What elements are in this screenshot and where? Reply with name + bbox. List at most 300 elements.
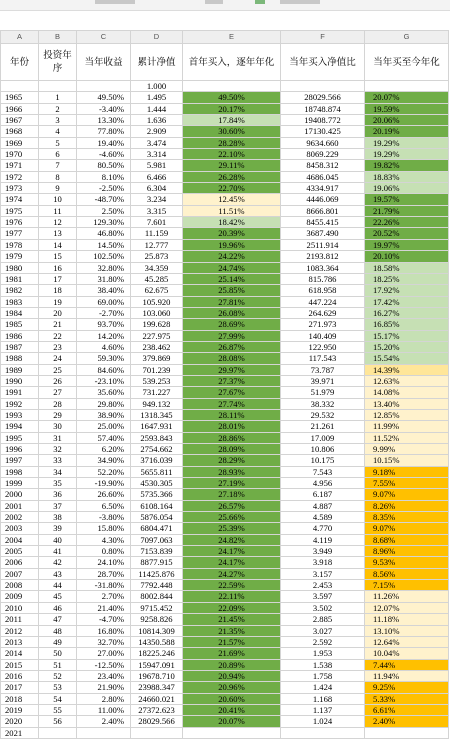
cell-buy-nav-ratio[interactable]: 18748.874 (281, 103, 365, 114)
cell-buy-nav-ratio[interactable]: 38.332 (281, 398, 365, 409)
cell-buy-nav-ratio[interactable]: 10.175 (281, 455, 365, 466)
cell-year-index[interactable]: 43 (39, 568, 77, 579)
cell-annualized-from-start[interactable]: 20.60% (183, 693, 281, 704)
cell-year[interactable]: 1993 (1, 409, 39, 420)
cell-cumulative-nav[interactable]: 3716.039 (131, 455, 183, 466)
cell-buy-nav-ratio[interactable]: 10.806 (281, 444, 365, 455)
cell-annualized-to-date[interactable]: 15.17% (365, 330, 449, 341)
cell-annualized-to-date[interactable]: 11.26% (365, 591, 449, 602)
cell-buy-nav-ratio[interactable]: 8666.801 (281, 205, 365, 216)
cell-year[interactable]: 1988 (1, 353, 39, 364)
cell-annualized-to-date[interactable]: 12.64% (365, 636, 449, 647)
cell-annualized-to-date[interactable]: 9.99% (365, 444, 449, 455)
cell-annual-return[interactable]: 2.80% (77, 693, 131, 704)
cell-year-index[interactable]: 35 (39, 478, 77, 489)
cell-cumulative-nav[interactable]: 105.920 (131, 296, 183, 307)
cell-empty[interactable] (183, 727, 281, 738)
cell-year[interactable]: 1981 (1, 273, 39, 284)
cell-annualized-to-date[interactable]: 19.97% (365, 239, 449, 250)
cell-annual-return[interactable]: 23.40% (77, 670, 131, 681)
cell-year-index[interactable]: 16 (39, 262, 77, 273)
cell-annualized-to-date[interactable]: 15.54% (365, 353, 449, 364)
cell-year[interactable]: 1969 (1, 137, 39, 148)
cell-year-index[interactable]: 25 (39, 364, 77, 375)
cell-buy-nav-ratio[interactable]: 3.502 (281, 602, 365, 613)
cell-year-index[interactable]: 30 (39, 421, 77, 432)
cell-buy-nav-ratio[interactable]: 3.949 (281, 546, 365, 557)
cell-annualized-from-start[interactable]: 27.37% (183, 375, 281, 386)
cell-year[interactable]: 1996 (1, 444, 39, 455)
cell-cumulative-nav[interactable]: 199.628 (131, 319, 183, 330)
cell-cumulative-nav[interactable]: 227.975 (131, 330, 183, 341)
cell-cumulative-nav[interactable]: 34.359 (131, 262, 183, 273)
cell-cumulative-nav[interactable]: 949.132 (131, 398, 183, 409)
cell-annual-return[interactable]: -19.90% (77, 478, 131, 489)
cell-annualized-from-start[interactable]: 27.67% (183, 387, 281, 398)
cell-annualized-from-start[interactable]: 25.14% (183, 273, 281, 284)
cell-year-index[interactable]: 6 (39, 149, 77, 160)
cell-buy-nav-ratio[interactable]: 2193.812 (281, 251, 365, 262)
cell-annualized-to-date[interactable]: 11.99% (365, 421, 449, 432)
cell-annualized-from-start[interactable]: 27.18% (183, 489, 281, 500)
cell-year[interactable]: 2009 (1, 591, 39, 602)
cell-annualized-from-start[interactable]: 18.42% (183, 217, 281, 228)
cell-year-index[interactable]: 2 (39, 103, 77, 114)
cell-cumulative-nav[interactable]: 5.981 (131, 160, 183, 171)
cell-empty[interactable] (77, 81, 131, 92)
cell-buy-nav-ratio[interactable]: 9634.660 (281, 137, 365, 148)
cell-annual-return[interactable]: 8.10% (77, 171, 131, 182)
cell-annualized-from-start[interactable]: 28.09% (183, 444, 281, 455)
cell-cumulative-nav[interactable]: 27372.623 (131, 704, 183, 715)
cell-annualized-to-date[interactable]: 17.42% (365, 296, 449, 307)
cell-annual-return[interactable]: 80.50% (77, 160, 131, 171)
cell-annualized-to-date[interactable]: 10.04% (365, 648, 449, 659)
cell-annualized-from-start[interactable]: 25.66% (183, 512, 281, 523)
cell-buy-nav-ratio[interactable]: 1083.364 (281, 262, 365, 273)
cell-year[interactable]: 2005 (1, 546, 39, 557)
cell-annual-return[interactable]: 35.60% (77, 387, 131, 398)
cell-year[interactable]: 1972 (1, 171, 39, 182)
cell-annualized-to-date[interactable]: 14.39% (365, 364, 449, 375)
cell-annual-return[interactable]: 69.00% (77, 296, 131, 307)
cell-annualized-to-date[interactable]: 9.53% (365, 557, 449, 568)
cell-annualized-to-date[interactable]: 20.07% (365, 92, 449, 103)
cell-annual-return[interactable]: -48.70% (77, 194, 131, 205)
cell-annualized-to-date[interactable]: 11.18% (365, 614, 449, 625)
cell-empty[interactable] (365, 727, 449, 738)
cell-year-index[interactable]: 5 (39, 137, 77, 148)
cell-empty[interactable] (39, 727, 77, 738)
cell-year[interactable]: 1982 (1, 285, 39, 296)
cell-annualized-from-start[interactable]: 22.10% (183, 149, 281, 160)
column-letter-c[interactable]: C (77, 31, 131, 44)
cell-annual-return[interactable]: 27.00% (77, 648, 131, 659)
cell-cumulative-nav[interactable]: 6.466 (131, 171, 183, 182)
cell-buy-nav-ratio[interactable]: 3687.490 (281, 228, 365, 239)
cell-annual-return[interactable]: 14.50% (77, 239, 131, 250)
cell-empty[interactable] (365, 81, 449, 92)
cell-year[interactable]: 2015 (1, 659, 39, 670)
cell-buy-nav-ratio[interactable]: 73.787 (281, 364, 365, 375)
cell-annual-return[interactable]: 77.80% (77, 126, 131, 137)
cell-year-index[interactable]: 54 (39, 693, 77, 704)
cell-buy-nav-ratio[interactable]: 1.424 (281, 682, 365, 693)
cell-buy-nav-ratio[interactable]: 1.953 (281, 648, 365, 659)
cell-year[interactable]: 1985 (1, 319, 39, 330)
cell-annual-return[interactable]: 84.60% (77, 364, 131, 375)
cell-cumulative-nav[interactable]: 2593.843 (131, 432, 183, 443)
cell-year-index[interactable]: 51 (39, 659, 77, 670)
cell-buy-nav-ratio[interactable]: 19408.772 (281, 115, 365, 126)
cell-year[interactable]: 1967 (1, 115, 39, 126)
cell-buy-nav-ratio[interactable]: 7.543 (281, 466, 365, 477)
cell-annualized-to-date[interactable]: 7.15% (365, 580, 449, 591)
cell-cumulative-nav[interactable]: 6.304 (131, 183, 183, 194)
cell-buy-nav-ratio[interactable]: 2.453 (281, 580, 365, 591)
cell-year[interactable]: 2018 (1, 693, 39, 704)
cell-year[interactable]: 1984 (1, 307, 39, 318)
cell-year[interactable]: 2020 (1, 716, 39, 727)
cell-cumulative-nav[interactable]: 103.060 (131, 307, 183, 318)
cell-cumulative-nav[interactable]: 3.314 (131, 149, 183, 160)
cell-empty[interactable] (1, 81, 39, 92)
cell-year-index[interactable]: 19 (39, 296, 77, 307)
cell-buy-nav-ratio[interactable]: 4686.045 (281, 171, 365, 182)
cell-year-index[interactable]: 40 (39, 534, 77, 545)
cell-year[interactable]: 1995 (1, 432, 39, 443)
cell-annualized-from-start[interactable]: 24.17% (183, 557, 281, 568)
cell-annualized-to-date[interactable]: 13.40% (365, 398, 449, 409)
cell-annualized-to-date[interactable]: 18.25% (365, 273, 449, 284)
cell-annual-return[interactable]: 31.80% (77, 273, 131, 284)
cell-buy-nav-ratio[interactable]: 122.950 (281, 341, 365, 352)
cell-annualized-to-date[interactable]: 8.35% (365, 512, 449, 523)
cell-annual-return[interactable]: 2.40% (77, 716, 131, 727)
cell-buy-nav-ratio[interactable]: 4334.917 (281, 183, 365, 194)
cell-cumulative-nav[interactable]: 7097.063 (131, 534, 183, 545)
cell-annual-return[interactable]: 21.40% (77, 602, 131, 613)
cell-cumulative-nav[interactable]: 3.234 (131, 194, 183, 205)
cell-cumulative-nav[interactable]: 1.495 (131, 92, 183, 103)
cell-annualized-from-start[interactable]: 25.39% (183, 523, 281, 534)
cell-cumulative-nav[interactable]: 539.253 (131, 375, 183, 386)
cell-annualized-from-start[interactable]: 28.69% (183, 319, 281, 330)
cell-year-index[interactable]: 26 (39, 375, 77, 386)
header-buy-nav-ratio[interactable]: 当年买入净值比 (281, 44, 365, 81)
cell-annualized-from-start[interactable]: 22.11% (183, 591, 281, 602)
cell-year-index[interactable]: 47 (39, 614, 77, 625)
cell-year[interactable]: 2016 (1, 670, 39, 681)
cell-annual-return[interactable]: 34.90% (77, 455, 131, 466)
cell-annualized-from-start[interactable]: 27.81% (183, 296, 281, 307)
cell-year[interactable]: 1997 (1, 455, 39, 466)
cell-buy-nav-ratio[interactable]: 4.887 (281, 500, 365, 511)
cell-cumulative-nav[interactable]: 8002.844 (131, 591, 183, 602)
cell-annualized-from-start[interactable]: 49.50% (183, 92, 281, 103)
cell-buy-nav-ratio[interactable]: 4446.069 (281, 194, 365, 205)
cell-annual-return[interactable]: 29.80% (77, 398, 131, 409)
cell-buy-nav-ratio[interactable]: 17130.425 (281, 126, 365, 137)
cell-cumulative-nav[interactable]: 6108.164 (131, 500, 183, 511)
cell-year-index[interactable]: 8 (39, 171, 77, 182)
cell-year-index[interactable]: 18 (39, 285, 77, 296)
cell-annualized-from-start[interactable]: 29.11% (183, 160, 281, 171)
cell-annualized-to-date[interactable]: 19.57% (365, 194, 449, 205)
cell-buy-nav-ratio[interactable]: 17.009 (281, 432, 365, 443)
cell-year[interactable]: 1986 (1, 330, 39, 341)
cell-year[interactable]: 2011 (1, 614, 39, 625)
cell-cumulative-nav[interactable]: 25.873 (131, 251, 183, 262)
cell-year-index[interactable]: 52 (39, 670, 77, 681)
cell-annualized-from-start[interactable]: 28.11% (183, 409, 281, 420)
cell-annualized-from-start[interactable]: 20.39% (183, 228, 281, 239)
cell-cumulative-nav[interactable]: 701.239 (131, 364, 183, 375)
cell-annualized-to-date[interactable]: 19.82% (365, 160, 449, 171)
cell-annual-return[interactable]: -3.80% (77, 512, 131, 523)
cell-year[interactable]: 1983 (1, 296, 39, 307)
toolbar-control[interactable] (255, 0, 265, 4)
cell-year[interactable]: 1980 (1, 262, 39, 273)
cell-cumulative-nav[interactable]: 731.227 (131, 387, 183, 398)
cell-annualized-to-date[interactable]: 12.85% (365, 409, 449, 420)
cell-annualized-from-start[interactable]: 21.57% (183, 636, 281, 647)
cell-buy-nav-ratio[interactable]: 1.168 (281, 693, 365, 704)
cell-annual-return[interactable]: 38.90% (77, 409, 131, 420)
cell-year[interactable]: 1977 (1, 228, 39, 239)
cell-buy-nav-ratio[interactable]: 8069.229 (281, 149, 365, 160)
cell-buy-nav-ratio[interactable]: 2.592 (281, 636, 365, 647)
cell-annualized-from-start[interactable]: 27.74% (183, 398, 281, 409)
cell-year[interactable]: 1999 (1, 478, 39, 489)
cell-buy-nav-ratio[interactable]: 2.885 (281, 614, 365, 625)
cell-cumulative-nav[interactable]: 2754.662 (131, 444, 183, 455)
cell-annualized-from-start[interactable]: 24.17% (183, 546, 281, 557)
cell-annualized-from-start[interactable]: 12.45% (183, 194, 281, 205)
cell-annual-return[interactable]: 0.80% (77, 546, 131, 557)
cell-year-index[interactable]: 39 (39, 523, 77, 534)
cell-annualized-from-start[interactable]: 19.96% (183, 239, 281, 250)
cell-annual-return[interactable]: 57.40% (77, 432, 131, 443)
cell-annualized-to-date[interactable]: 17.92% (365, 285, 449, 296)
cell-annualized-to-date[interactable]: 22.26% (365, 217, 449, 228)
cell-buy-nav-ratio[interactable]: 39.971 (281, 375, 365, 386)
cell-annualized-from-start[interactable]: 20.96% (183, 682, 281, 693)
cell-buy-nav-ratio[interactable]: 6.187 (281, 489, 365, 500)
cell-year-index[interactable]: 36 (39, 489, 77, 500)
cell-year-index[interactable]: 41 (39, 546, 77, 557)
cell-annual-return[interactable]: 26.60% (77, 489, 131, 500)
cell-annualized-to-date[interactable]: 5.33% (365, 693, 449, 704)
cell-buy-nav-ratio[interactable]: 8455.415 (281, 217, 365, 228)
cell-year-index[interactable]: 14 (39, 239, 77, 250)
cell-year-index[interactable]: 20 (39, 307, 77, 318)
cell-year[interactable]: 1994 (1, 421, 39, 432)
cell-year[interactable]: 1979 (1, 251, 39, 262)
cell-year-index[interactable]: 34 (39, 466, 77, 477)
column-letter-a[interactable]: A (1, 31, 39, 44)
header-annual-return[interactable]: 当年收益 (77, 44, 131, 81)
cell-year[interactable]: 1975 (1, 205, 39, 216)
cell-year-index[interactable]: 45 (39, 591, 77, 602)
cell-annualized-from-start[interactable]: 22.59% (183, 580, 281, 591)
column-letter-e[interactable]: E (183, 31, 281, 44)
cell-year[interactable]: 2000 (1, 489, 39, 500)
cell-annualized-from-start[interactable]: 28.93% (183, 466, 281, 477)
cell-buy-nav-ratio[interactable]: 51.979 (281, 387, 365, 398)
cell-year-index[interactable]: 48 (39, 625, 77, 636)
cell-annual-return[interactable]: 38.40% (77, 285, 131, 296)
cell-year[interactable]: 2007 (1, 568, 39, 579)
cell-year[interactable]: 2021 (1, 727, 39, 738)
cell-annualized-from-start[interactable]: 24.74% (183, 262, 281, 273)
cell-cumulative-nav[interactable]: 8877.915 (131, 557, 183, 568)
cell-annual-return[interactable]: 129.30% (77, 217, 131, 228)
cell-year-index[interactable]: 32 (39, 444, 77, 455)
cell-buy-nav-ratio[interactable]: 140.409 (281, 330, 365, 341)
cell-year[interactable]: 2008 (1, 580, 39, 591)
cell-cumulative-nav[interactable]: 379.869 (131, 353, 183, 364)
cell-year[interactable]: 2004 (1, 534, 39, 545)
cell-year-index[interactable]: 10 (39, 194, 77, 205)
cell-year-index[interactable]: 42 (39, 557, 77, 568)
cell-annual-return[interactable]: 19.40% (77, 137, 131, 148)
cell-buy-nav-ratio[interactable]: 117.543 (281, 353, 365, 364)
cell-cumulative-nav[interactable]: 19678.710 (131, 670, 183, 681)
cell-annual-return[interactable]: 4.60% (77, 341, 131, 352)
cell-annualized-to-date[interactable]: 12.07% (365, 602, 449, 613)
cell-year-index[interactable]: 55 (39, 704, 77, 715)
cell-buy-nav-ratio[interactable]: 2511.914 (281, 239, 365, 250)
cell-annualized-to-date[interactable]: 20.52% (365, 228, 449, 239)
cell-annualized-from-start[interactable]: 22.09% (183, 602, 281, 613)
cell-cumulative-nav[interactable]: 11.159 (131, 228, 183, 239)
cell-cumulative-nav[interactable]: 6804.471 (131, 523, 183, 534)
cell-annual-return[interactable]: -23.10% (77, 375, 131, 386)
cell-cumulative-nav[interactable]: 2.909 (131, 126, 183, 137)
column-letter-f[interactable]: F (281, 31, 365, 44)
cell-annualized-from-start[interactable]: 28.86% (183, 432, 281, 443)
cell-year[interactable]: 2010 (1, 602, 39, 613)
cell-year-index[interactable]: 3 (39, 115, 77, 126)
cell-year[interactable]: 1966 (1, 103, 39, 114)
cell-buy-nav-ratio[interactable]: 618.958 (281, 285, 365, 296)
cell-year[interactable]: 2012 (1, 625, 39, 636)
cell-cumulative-nav[interactable]: 1318.345 (131, 409, 183, 420)
cell-cumulative-nav[interactable]: 1.444 (131, 103, 183, 114)
cell-annual-return[interactable]: 46.80% (77, 228, 131, 239)
cell-annualized-to-date[interactable]: 11.52% (365, 432, 449, 443)
cell-buy-nav-ratio[interactable]: 3.157 (281, 568, 365, 579)
cell-annualized-to-date[interactable]: 8.26% (365, 500, 449, 511)
cell-annual-return[interactable]: -3.40% (77, 103, 131, 114)
cell-year[interactable]: 2002 (1, 512, 39, 523)
cell-cumulative-nav[interactable]: 7792.448 (131, 580, 183, 591)
cell-annualized-to-date[interactable]: 16.85% (365, 319, 449, 330)
cell-buy-nav-ratio[interactable]: 3.597 (281, 591, 365, 602)
cell-buy-nav-ratio[interactable]: 3.918 (281, 557, 365, 568)
cell-annualized-to-date[interactable]: 8.68% (365, 534, 449, 545)
cell-annualized-from-start[interactable]: 30.60% (183, 126, 281, 137)
cell-buy-nav-ratio[interactable]: 264.629 (281, 307, 365, 318)
cell-annualized-from-start[interactable]: 28.28% (183, 137, 281, 148)
cell-annualized-from-start[interactable]: 27.99% (183, 330, 281, 341)
cell-year-index[interactable]: 21 (39, 319, 77, 330)
cell-cumulative-nav[interactable]: 3.315 (131, 205, 183, 216)
toolbar-control[interactable] (95, 0, 135, 4)
cell-annualized-to-date[interactable]: 9.18% (365, 466, 449, 477)
cell-cumulative-nav[interactable]: 7153.839 (131, 546, 183, 557)
cell-buy-nav-ratio[interactable]: 1.024 (281, 716, 365, 727)
cell-annualized-to-date[interactable]: 21.79% (365, 205, 449, 216)
cell-buy-nav-ratio[interactable]: 1.758 (281, 670, 365, 681)
cell-annualized-to-date[interactable]: 18.83% (365, 171, 449, 182)
cell-buy-nav-ratio[interactable]: 8458.312 (281, 160, 365, 171)
cell-cumulative-nav[interactable]: 5876.054 (131, 512, 183, 523)
toolbar-control[interactable] (205, 0, 223, 4)
cell-year-index[interactable]: 4 (39, 126, 77, 137)
cell-year[interactable]: 1976 (1, 217, 39, 228)
cell-annual-return[interactable]: 102.50% (77, 251, 131, 262)
cell-annualized-to-date[interactable]: 10.15% (365, 455, 449, 466)
cell-annual-return[interactable]: 25.00% (77, 421, 131, 432)
cell-annual-return[interactable]: 32.70% (77, 636, 131, 647)
cell-empty[interactable] (131, 727, 183, 738)
cell-buy-nav-ratio[interactable]: 447.224 (281, 296, 365, 307)
cell-year-index[interactable]: 50 (39, 648, 77, 659)
cell-annualized-to-date[interactable]: 19.29% (365, 149, 449, 160)
cell-cumulative-nav[interactable]: 24660.021 (131, 693, 183, 704)
cell-annualized-from-start[interactable]: 21.35% (183, 625, 281, 636)
cell-cumulative-nav[interactable]: 1647.931 (131, 421, 183, 432)
cell-annualized-from-start[interactable]: 26.08% (183, 307, 281, 318)
cell-cumulative-nav[interactable]: 62.675 (131, 285, 183, 296)
cell-annual-return[interactable]: -31.80% (77, 580, 131, 591)
cell-cumulative-nav[interactable]: 12.777 (131, 239, 183, 250)
cell-annualized-from-start[interactable]: 27.19% (183, 478, 281, 489)
cell-year-index[interactable]: 27 (39, 387, 77, 398)
cell-year-index[interactable]: 24 (39, 353, 77, 364)
cell-cumulative-nav[interactable]: 238.462 (131, 341, 183, 352)
cell-empty[interactable] (281, 727, 365, 738)
cell-year[interactable]: 1973 (1, 183, 39, 194)
cell-annualized-to-date[interactable]: 8.96% (365, 546, 449, 557)
toolbar-control[interactable] (280, 0, 320, 4)
cell-year[interactable]: 1998 (1, 466, 39, 477)
cell-year-index[interactable]: 11 (39, 205, 77, 216)
cell-annualized-from-start[interactable]: 20.94% (183, 670, 281, 681)
cell-annualized-from-start[interactable]: 20.07% (183, 716, 281, 727)
header-annualized-from-start[interactable]: 首年买入，逐年年化 (183, 44, 281, 81)
cell-cumulative-nav[interactable]: 15947.091 (131, 659, 183, 670)
cell-year[interactable]: 1968 (1, 126, 39, 137)
cell-year[interactable]: 2019 (1, 704, 39, 715)
cell-cumulative-nav[interactable]: 3.474 (131, 137, 183, 148)
cell-annual-return[interactable]: 4.30% (77, 534, 131, 545)
cell-annualized-from-start[interactable]: 26.87% (183, 341, 281, 352)
cell-annualized-from-start[interactable]: 17.84% (183, 115, 281, 126)
cell-year[interactable]: 2013 (1, 636, 39, 647)
cell-year-index[interactable]: 23 (39, 341, 77, 352)
cell-annualized-from-start[interactable]: 20.17% (183, 103, 281, 114)
header-cumulative-nav[interactable]: 累计净值 (131, 44, 183, 81)
cell-buy-nav-ratio[interactable]: 1.137 (281, 704, 365, 715)
cell-annualized-from-start[interactable]: 21.69% (183, 648, 281, 659)
cell-initial-nav[interactable]: 1.000 (131, 81, 183, 92)
cell-year[interactable]: 1965 (1, 92, 39, 103)
cell-cumulative-nav[interactable]: 45.285 (131, 273, 183, 284)
cell-buy-nav-ratio[interactable]: 4.119 (281, 534, 365, 545)
